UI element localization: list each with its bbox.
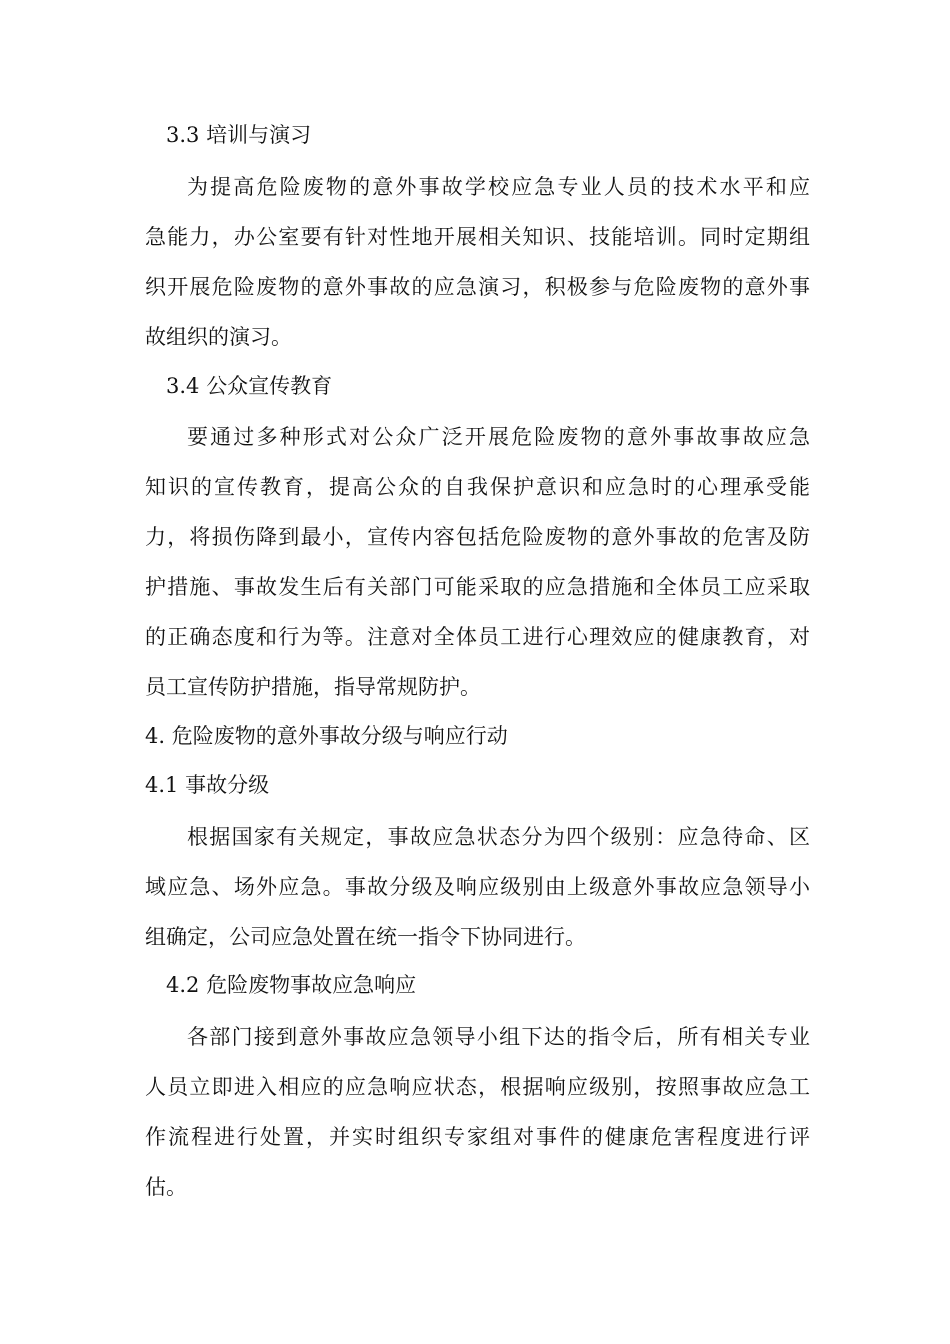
- paragraph-line: 要通过多种形式对公众广泛开展危险废物的意外事故事故应急: [187, 425, 810, 449]
- section-heading-3-3: 3.3 培训与演习: [166, 123, 312, 147]
- section-heading-3-4: 3.4 公众宣传教育: [166, 374, 333, 398]
- paragraph-line: 域应急、场外应急。事故分级及响应级别由上级意外事故应急领导小: [145, 875, 810, 899]
- paragraph-line: 的正确态度和行为等。注意对全体员工进行心理效应的健康教育，对: [145, 625, 810, 649]
- paragraph-line: 人员立即进入相应的应急响应状态，根据响应级别，按照事故应急工: [145, 1075, 810, 1099]
- section-heading-4: 4. 危险废物的意外事故分级与响应行动: [145, 724, 508, 748]
- paragraph-line: 组确定，公司应急处置在统一指令下协同进行。: [145, 925, 586, 949]
- paragraph-line: 估。: [145, 1175, 187, 1199]
- paragraph-line: 急能力，办公室要有针对性地开展相关知识、技能培训。同时定期组: [145, 225, 810, 249]
- section-heading-4-2: 4.2 危险废物事故应急响应: [166, 973, 417, 997]
- paragraph-line: 为提高危险废物的意外事故学校应急专业人员的技术水平和应: [187, 175, 810, 199]
- paragraph-line: 护措施、事故发生后有关部门可能采取的应急措施和全体员工应采取: [145, 575, 810, 599]
- paragraph-line: 各部门接到意外事故应急领导小组下达的指令后，所有相关专业: [187, 1025, 810, 1049]
- paragraph-line: 力，将损伤降到最小，宣传内容包括危险废物的意外事故的危害及防: [145, 525, 810, 549]
- paragraph-line: 根据国家有关规定，事故应急状态分为四个级别：应急待命、区: [187, 825, 810, 849]
- paragraph-line: 员工宣传防护措施，指导常规防护。: [145, 675, 481, 699]
- paragraph-line: 织开展危险废物的意外事故的应急演习，积极参与危险废物的意外事: [145, 275, 810, 299]
- paragraph-line: 知识的宣传教育，提高公众的自我保护意识和应急时的心理承受能: [145, 475, 810, 499]
- paragraph-line: 故组织的演习。: [145, 325, 292, 349]
- paragraph-line: 作流程进行处置，并实时组织专家组对事件的健康危害程度进行评: [145, 1125, 810, 1149]
- section-heading-4-1: 4.1 事故分级: [145, 773, 270, 797]
